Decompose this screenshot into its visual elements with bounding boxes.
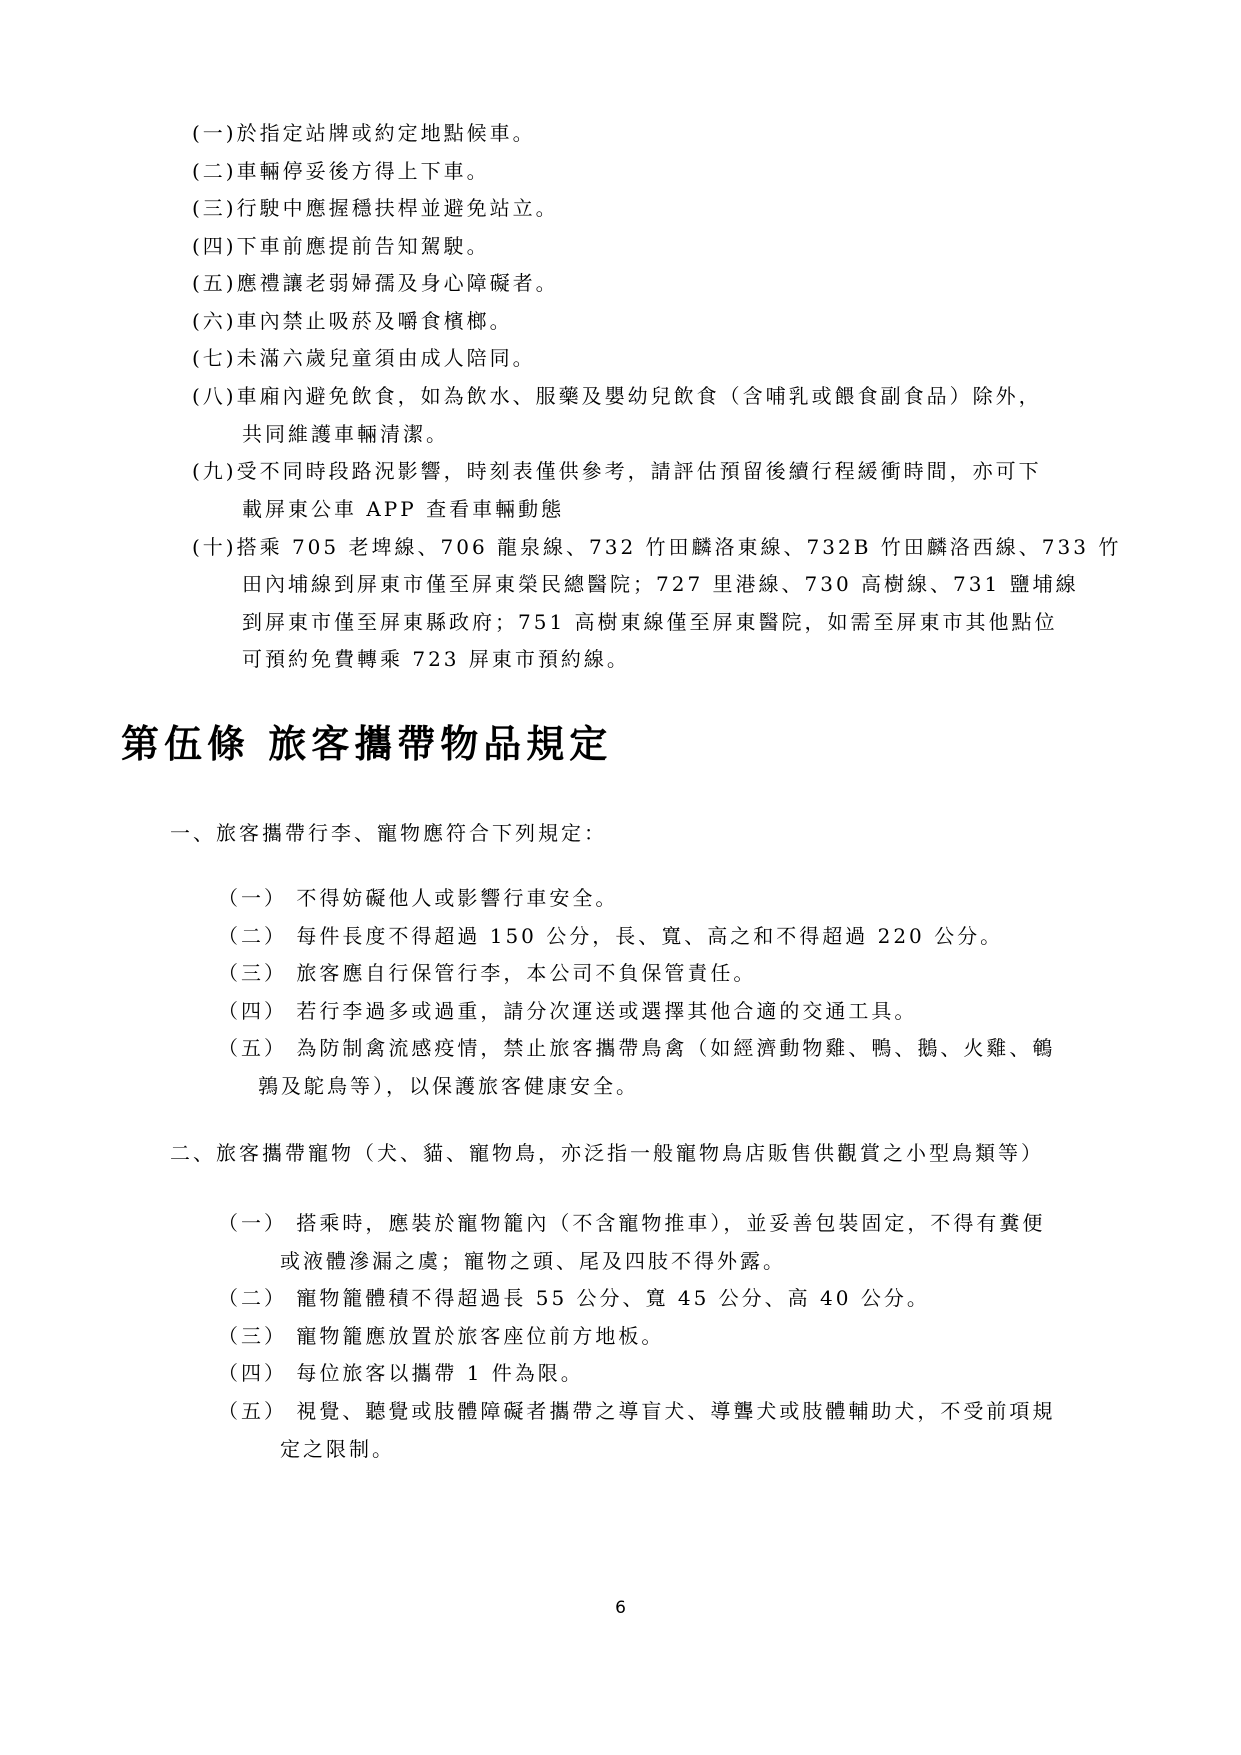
clause-1-item-3: （三） 旅客應自行保管行李，本公司不負保管責任。: [218, 961, 757, 985]
regulation-item-8-cont: 共同維護車輛清潔。: [242, 422, 449, 446]
page-number: 6: [615, 1598, 626, 1618]
regulation-item-10-cont-2: 到屏東市僅至屏東縣政府；751 高樹東線僅至屏東醫院，如需至屏東市其他點位: [242, 610, 1058, 634]
clause-1-item-2: （二） 每件長度不得超過 150 公分，長、寬、高之和不得超過 220 公分。: [218, 924, 1004, 948]
clause-2-item-3: （三） 寵物籠應放置於旅客座位前方地板。: [218, 1324, 665, 1348]
clause-1-item-1: （一） 不得妨礙他人或影響行車安全。: [218, 886, 619, 910]
regulation-item-8: (八)車廂內避免飲食，如為飲水、服藥及嬰幼兒飲食（含哺乳或餵食副食品）除外，: [192, 384, 1042, 408]
clause-2-intro: 二、旅客攜帶寵物（犬、貓、寵物鳥，亦泛指一般寵物鳥店販售供觀賞之小型鳥類等）: [170, 1141, 1044, 1165]
clause-1-item-4: （四） 若行李過多或過重，請分次運送或選擇其他合適的交通工具。: [218, 999, 918, 1023]
regulation-item-10: (十)搭乘 705 老埤線、706 龍泉線、732 竹田麟洛東線、732B 竹田麟洛西線、733 竹: [192, 535, 1122, 559]
clause-1-item-5-cont: 鶉及鴕鳥等），以保護旅客健康安全。: [258, 1074, 639, 1098]
clause-2-item-4: （四） 每位旅客以攜帶 1 件為限。: [218, 1361, 584, 1385]
clause-2-item-1-cont: 或液體滲漏之虞；寵物之頭、尾及四肢不得外露。: [280, 1249, 786, 1273]
clause-2-item-5: （五） 視覺、聽覺或肢體障礙者攜帶之導盲犬、導聾犬或肢體輔助犬，不受前項規: [218, 1399, 1056, 1423]
regulation-item-1: (一)於指定站牌或約定地點候車。: [192, 121, 536, 145]
regulation-item-2: (二)車輛停妥後方得上下車。: [192, 159, 490, 183]
article-5-heading: 第伍條 旅客攜帶物品規定: [121, 721, 613, 766]
clause-2-item-5-cont: 定之限制。: [280, 1437, 395, 1461]
regulation-item-9: (九)受不同時段路況影響，時刻表僅供參考，請評估預留後續行程緩衝時間，亦可下: [192, 459, 1042, 483]
regulation-item-10-cont-3: 可預約免費轉乘 723 屏東市預約線。: [242, 647, 630, 671]
clause-1-item-5: （五） 為防制禽流感疫情，禁止旅客攜帶鳥禽（如經濟動物雞、鴨、鵝、火雞、鵪: [218, 1036, 1056, 1060]
regulation-item-9-cont: 載屏東公車 APP 查看車輛動態: [242, 497, 565, 521]
regulation-item-10-cont-1: 田內埔線到屏東市僅至屏東榮民總醫院；727 里港線、730 高樹線、731 鹽埔線: [242, 572, 1079, 596]
regulation-item-4: (四)下車前應提前告知駕駛。: [192, 234, 490, 258]
regulation-item-7: (七)未滿六歲兒童須由成人陪同。: [192, 346, 536, 370]
clause-2-item-2: （二） 寵物籠體積不得超過長 55 公分、寬 45 公分、高 40 公分。: [218, 1286, 930, 1310]
regulation-item-6: (六)車內禁止吸菸及嚼食檳榔。: [192, 309, 513, 333]
clause-1-intro: 一、旅客攜帶行李、寵物應符合下列規定：: [170, 821, 607, 845]
regulation-item-5: (五)應禮讓老弱婦孺及身心障礙者。: [192, 271, 559, 295]
regulation-item-3: (三)行駛中應握穩扶桿並避免站立。: [192, 196, 559, 220]
clause-2-item-1: （一） 搭乘時，應裝於寵物籠內（不含寵物推車），並妥善包裝固定，不得有糞便: [218, 1211, 1046, 1235]
